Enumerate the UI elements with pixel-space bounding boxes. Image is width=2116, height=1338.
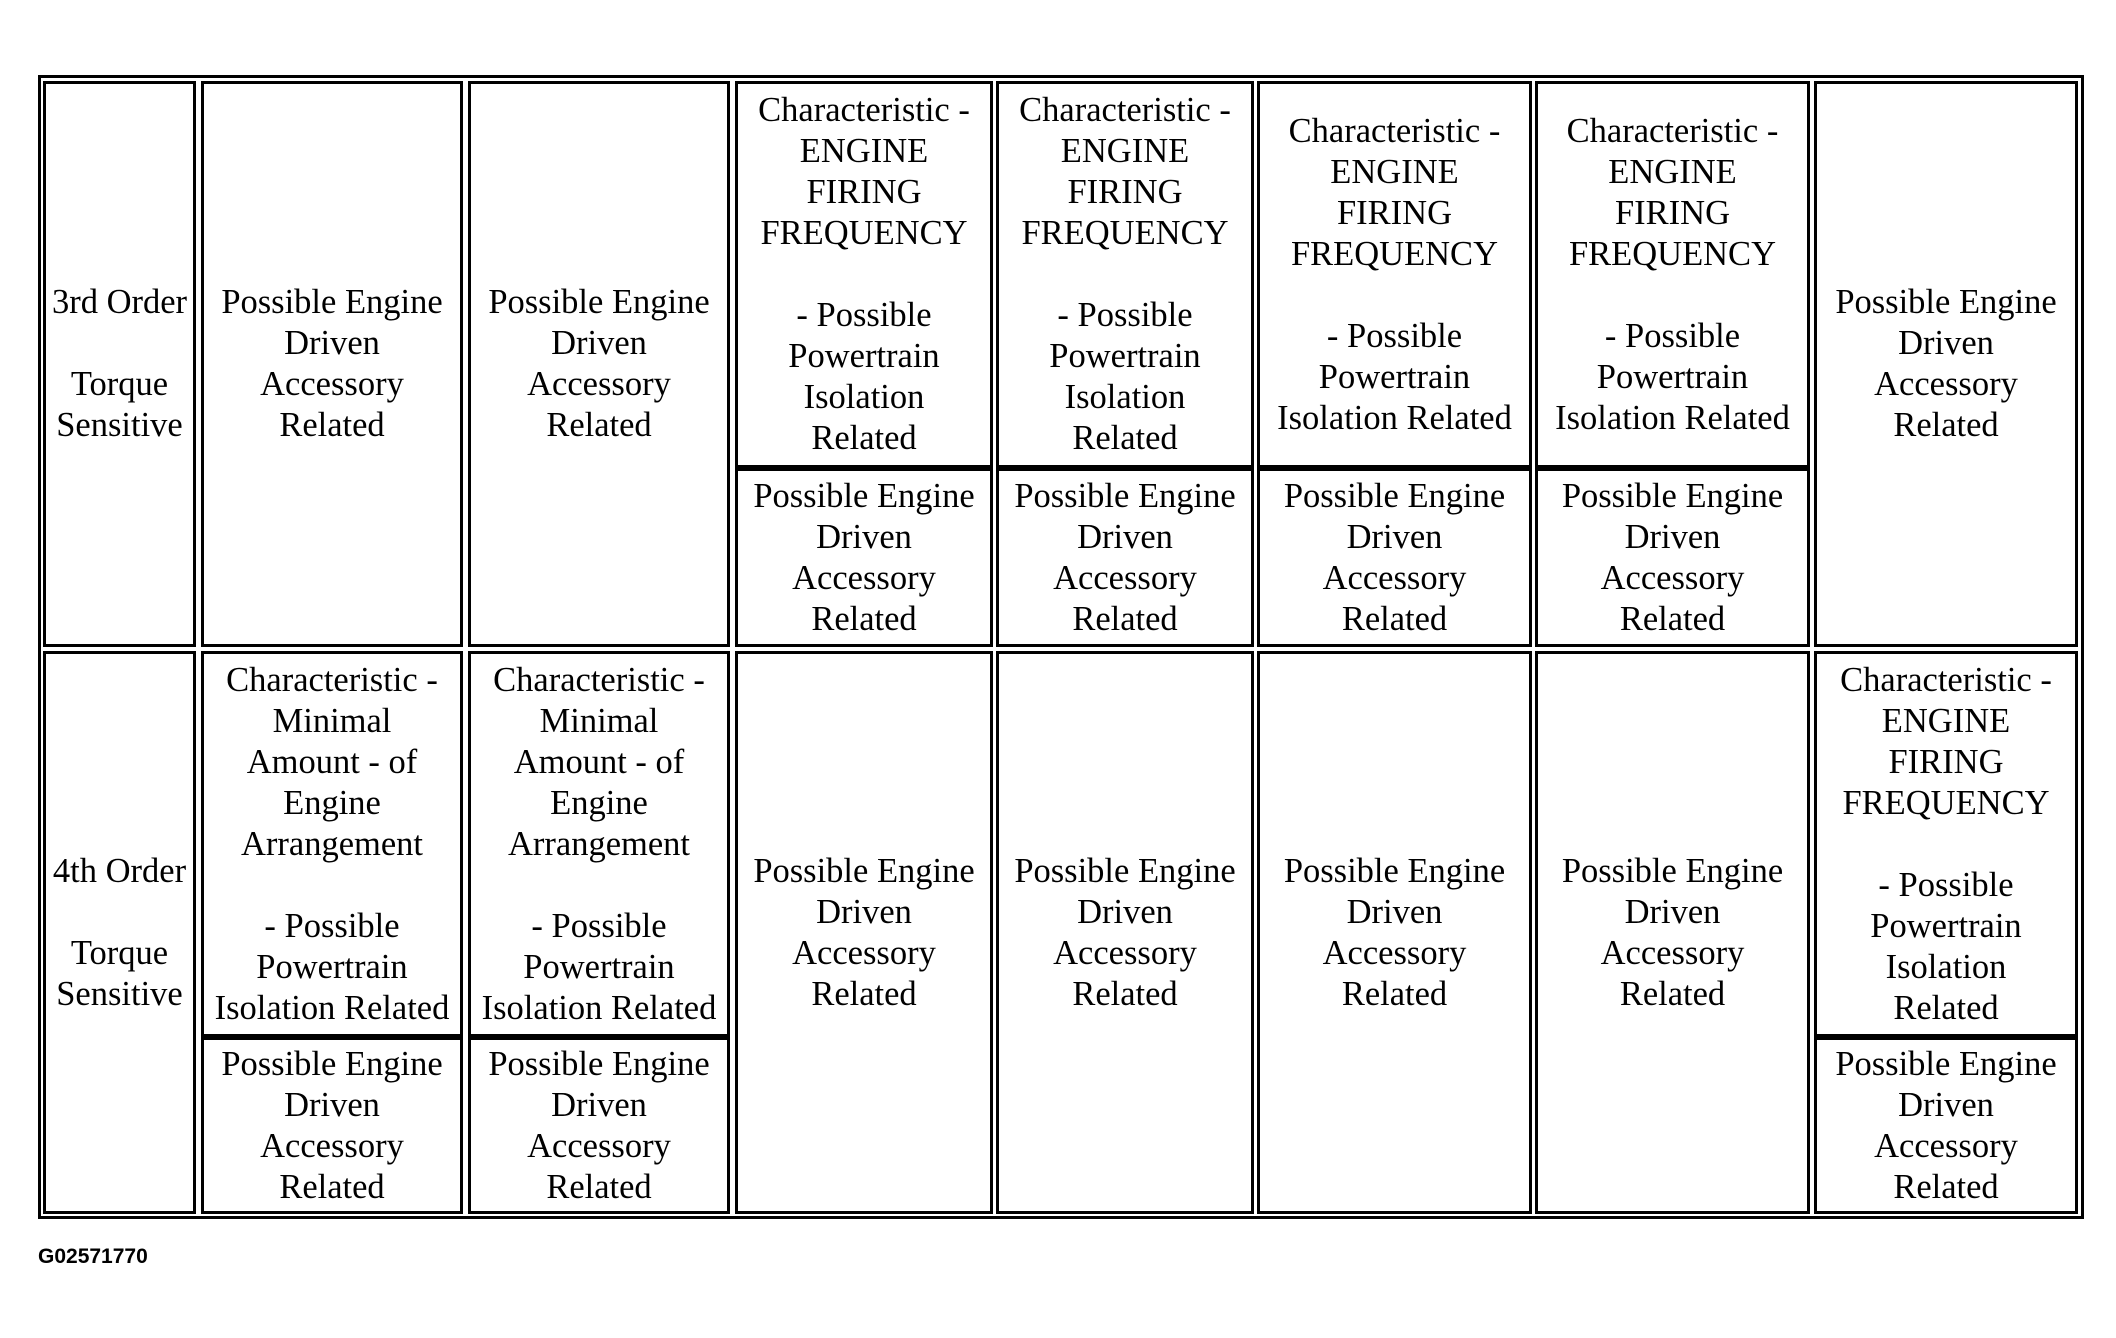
table-cell: Possible Engine Driven Accessory Related	[996, 468, 1254, 647]
table-cell: Possible Engine Driven Accessory Related	[1257, 651, 1532, 1214]
table-cell: Characteristic - Minimal Amount - of Engine Arrangement - Possible Powertrain Isolation Related	[468, 651, 730, 1037]
table-cell: Possible Engine Driven Accessory Related	[468, 81, 730, 647]
table-cell: Characteristic - ENGINE FIRING FREQUENCY - Possible Powertrain Isolation Related	[1814, 651, 2078, 1037]
table-cell: Possible Engine Driven Accessory Related	[1814, 1037, 2078, 1214]
table-cell: Characteristic - ENGINE FIRING FREQUENCY - Possible Powertrain Isolation Related	[735, 81, 993, 468]
row-header-3rd-order: 3rd Order Torque Sensitive	[43, 81, 196, 647]
table-cell: Possible Engine Driven Accessory Related	[996, 651, 1254, 1214]
table-cell: Possible Engine Driven Accessory Related	[201, 1037, 463, 1214]
table-cell: Possible Engine Driven Accessory Related	[201, 81, 463, 647]
table-cell: Characteristic - ENGINE FIRING FREQUENCY - Possible Powertrain Isolation Related	[1257, 81, 1532, 468]
table-cell: Possible Engine Driven Accessory Related	[735, 651, 993, 1214]
figure-id-caption: G02571770	[38, 1245, 148, 1268]
table-cell: Characteristic - ENGINE FIRING FREQUENCY - Possible Powertrain Isolation Related	[996, 81, 1254, 468]
row-header-4th-order: 4th Order Torque Sensitive	[43, 651, 196, 1214]
table-cell: Characteristic - Minimal Amount - of Engine Arrangement - Possible Powertrain Isolation Related	[201, 651, 463, 1037]
table-cell: Possible Engine Driven Accessory Related	[468, 1037, 730, 1214]
table-cell: Possible Engine Driven Accessory Related	[1257, 468, 1532, 647]
table-cell: Possible Engine Driven Accessory Related	[1535, 468, 1810, 647]
table-cell: Possible Engine Driven Accessory Related	[1535, 651, 1810, 1214]
table-cell: Possible Engine Driven Accessory Related	[1814, 81, 2078, 647]
table-cell: Characteristic - ENGINE FIRING FREQUENCY - Possible Powertrain Isolation Related	[1535, 81, 1810, 468]
table-cell: Possible Engine Driven Accessory Related	[735, 468, 993, 647]
